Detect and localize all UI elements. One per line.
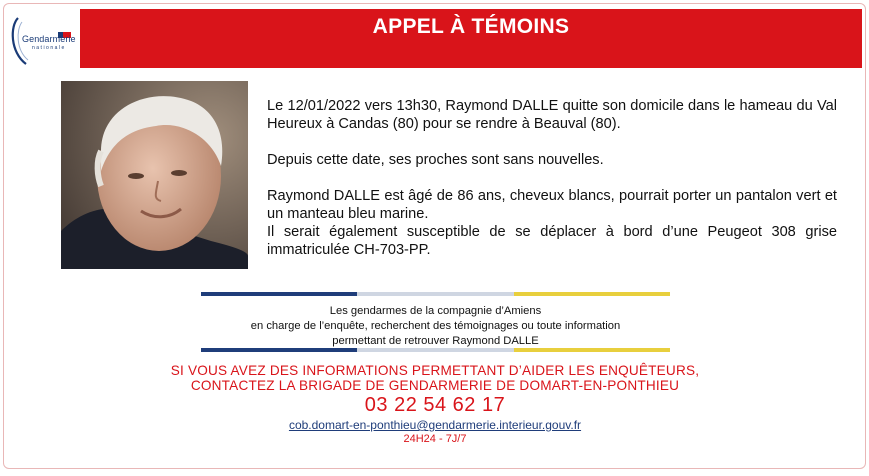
tricolor-bar-bottom (201, 348, 670, 352)
investigation-line-3: permettant de retrouver Raymond DALLE (332, 335, 539, 347)
tricolor-bar-top (201, 292, 670, 296)
description (267, 97, 837, 259)
contact-call-to-action (150, 363, 720, 393)
contact-line-1: SI VOUS AVEZ DES INFORMATIONS PERMETTANT D’AIDER LES ENQUÊTEURS, (170, 363, 700, 378)
email-link[interactable]: cob.domart-en-ponthieu@gendarmerie.interieur.gouv.fr (288, 418, 582, 432)
phone-number[interactable]: 03 22 54 62 17 (364, 394, 506, 416)
description-paragraph-1: Le 12/01/2022 vers 13h30, Raymond DALLE quitte son domicile dans le hameau du Val Heureux à Candas (80) pour se rendre à Beauval (80). (267, 98, 837, 132)
opening-hours: 24H24 - 7J/7 (403, 433, 467, 445)
description-paragraph-4: Il serait également susceptible de se déplacer à bord d’une Peugeot 308 grise immatriculée CH-703-PP. (267, 224, 837, 258)
portrait-photo (61, 81, 248, 269)
header-banner (80, 9, 862, 68)
description-paragraph-3: Raymond DALLE est âgé de 86 ans, cheveux blancs, pourrait porter un pantalon vert et un manteau bleu marine. (267, 188, 837, 222)
gendarmerie-logo (8, 14, 78, 68)
portrait-illustration (61, 81, 248, 269)
investigation-line-2: en charge de l’enquête, recherchent des témoignages ou toute information (250, 320, 621, 332)
investigation-line-1: Les gendarmes de la compagnie d’Amiens (329, 305, 542, 317)
contact-line-2: CONTACTEZ LA BRIGADE DE GENDARMERIE DE DOMART-EN-PONTHIEU (190, 378, 680, 393)
logo-name: Gendarmerie (22, 34, 76, 44)
investigation-notice (201, 304, 670, 349)
description-paragraph-2: Depuis cette date, ses proches sont sans nouvelles. (267, 152, 604, 168)
page-title: APPEL À TÉMOINS (372, 15, 570, 38)
logo-subtitle: nationale (32, 45, 66, 51)
